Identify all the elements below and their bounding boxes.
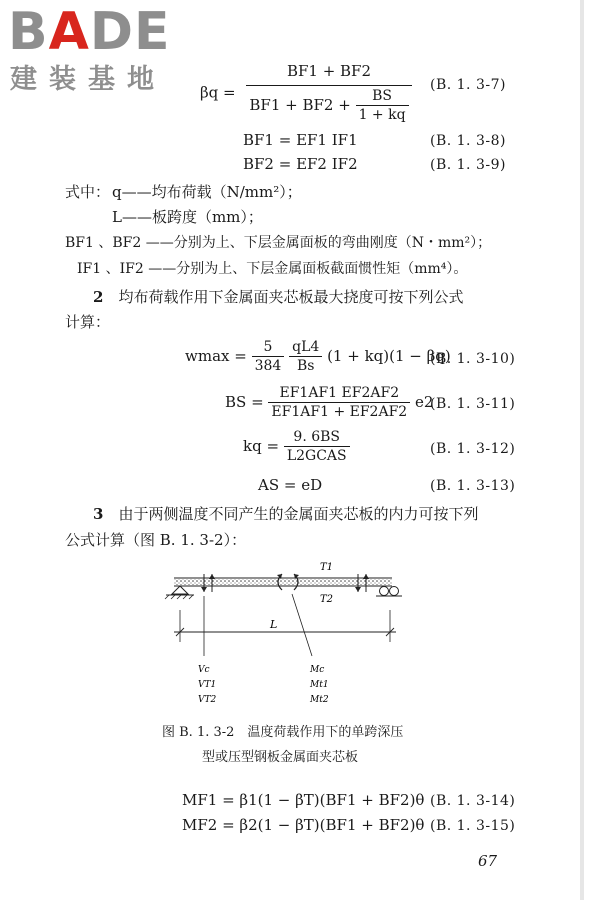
label-mt2: Mt2 (310, 695, 329, 705)
equation-number: (B. 1. 3-15) (430, 818, 516, 834)
label-mc: Mc (310, 665, 325, 675)
panel-body (174, 578, 392, 586)
clause-2-cont: 计算： (65, 313, 111, 331)
label-mt1: Mt1 (310, 680, 329, 690)
label-span: L (270, 618, 278, 631)
equation-b-1-3-9: BF2 = EF2 IF2 (243, 155, 358, 173)
equation-number: (B. 1. 3-14) (430, 793, 516, 809)
equation-number: (B. 1. 3-9) (430, 157, 506, 173)
equation-number: (B. 1. 3-10) (430, 351, 516, 367)
equation-b-1-3-7: βq = BF1 + BF2 BF1 + BF2 + $\frac{BS}{1 + kq}$ (200, 64, 412, 122)
equation-number: (B. 1. 3-12) (430, 441, 516, 457)
sandwich-panel-figure (160, 560, 420, 710)
label-t2: T2 (320, 594, 334, 605)
equation-b-1-3-13: AS = eD (258, 476, 323, 494)
page-number: 67 (478, 852, 498, 870)
leader-moment (292, 594, 312, 656)
clause-3-cont: 公式计算（图 B. 1. 3-2）： (65, 531, 247, 549)
label-vt2: VT2 (198, 695, 217, 705)
label-t1: T1 (320, 562, 334, 573)
where-B: BF1 、BF2 ——分别为上、下层金属面板的弯曲刚度（N・mm²）； (65, 235, 492, 251)
clause-2: 2 均布荷载作用下金属面夹芯板最大挠度可按下列公式 (93, 288, 464, 306)
equation-number: (B. 1. 3-7) (430, 77, 506, 93)
equation-b-1-3-10: wmax = $\frac{5}{384}$ $\frac{qL4}{Bs}$ (1 + kq)(1 − βq) (185, 339, 451, 374)
equation-b-1-3-15: MF2 = β2(1 − βT)(BF1 + BF2)θ (182, 816, 425, 834)
equation-b-1-3-11: BS = $\frac{EF1AF1 EF2AF2}{EF1AF1 + EF2AF2}$ e2 (225, 385, 434, 420)
label-vc: Vc (198, 665, 210, 675)
logo-subtitle: 建装基地 (10, 64, 166, 95)
figure-caption-line1: 图 B. 1. 3-2 温度荷载作用下的单跨深压 (162, 725, 404, 740)
equation-b-1-3-8: BF1 = EF1 IF1 (243, 131, 358, 149)
equation-number: (B. 1. 3-11) (430, 396, 516, 412)
equation-number: (B. 1. 3-8) (430, 133, 506, 149)
equation-b-1-3-14: MF1 = β1(1 − βT)(BF1 + BF2)θ (182, 791, 425, 809)
equation-number: (B. 1. 3-13) (430, 478, 516, 494)
clause-3: 3 由于两侧温度不同产生的金属面夹芯板的内力可按下列 (93, 505, 479, 523)
where-L: L——板跨度（mm）； (112, 208, 263, 226)
support-left (165, 586, 194, 599)
figure-caption-line2: 型或压型钢板金属面夹芯板 (202, 750, 359, 765)
where-I: IF1 、IF2 ——分别为上、下层金属面板截面惯性矩（mm⁴）。 (77, 261, 468, 277)
page-edge (580, 0, 584, 900)
span-dimension (174, 610, 396, 642)
where-intro: 式中： (65, 183, 111, 201)
equation-b-1-3-12: kq = $\frac{9. 6BS}{\text{L2GCAS}}$ (243, 430, 350, 463)
where-q: q——均布荷载（N/mm²）； (112, 183, 302, 201)
label-vt1: VT1 (198, 680, 217, 690)
logo: BADE (8, 2, 171, 62)
support-right (376, 587, 402, 597)
